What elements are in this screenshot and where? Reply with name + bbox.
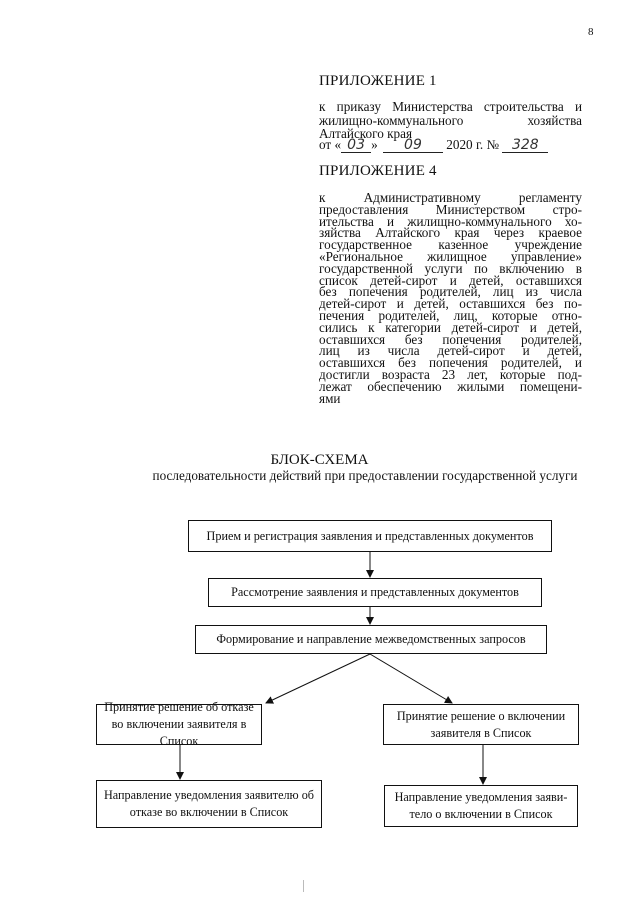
date-prefix: от «	[319, 137, 342, 152]
page-number: 8	[588, 26, 594, 38]
regulation-line: государственное казенное учреждение	[319, 237, 582, 253]
scheme-subtitle: последовательности действий при предоставлении государственной услуги	[152, 468, 578, 483]
regulation-line: оставшихся без попечения родителей, и	[319, 355, 582, 371]
step-inclusion-decision-box: Принятие решение о включении заявителя в Список	[383, 704, 579, 745]
regulation-line: без попечения родителей, лиц из числа	[319, 284, 582, 300]
step-reception-box: Прием и регистрация заявления и представленных документов	[188, 520, 552, 552]
regulation-line: «Региональное жилищное управление»	[319, 248, 582, 264]
regulation-line: достигли возраста 23 лет, которые под-	[319, 366, 582, 382]
regulation-line: к Административному регламенту	[319, 190, 582, 205]
step-review-box: Рассмотрение заявления и представленных документов	[208, 578, 542, 607]
scheme-title: БЛОК-СХЕМА	[270, 452, 369, 468]
regulation-line: список детей-сирот и детей, оставшихся	[319, 272, 582, 288]
step-requests-box: Формирование и направление межведомственных запросов	[195, 625, 547, 654]
regulation-line: печения родителей, лиц, которые отно-	[319, 307, 582, 323]
step-refusal-notice-box: Направление уведомления заявителю об отказе во включении в Список	[96, 780, 322, 828]
handwritten-day: 03	[341, 139, 371, 153]
regulation-line: предоставления Министерством стро-	[319, 201, 582, 217]
regulation-line: ительства и жилищно-коммунального хо-	[319, 213, 582, 229]
step-refusal-decision-box: Принятие решение об отказе во включении заявителя в Список	[96, 704, 262, 745]
handwritten-month: 09	[383, 139, 443, 153]
appendix-4-title: ПРИЛОЖЕНИЕ 4	[319, 163, 437, 179]
regulation-line: лежат обеспечению жилыми помещени-	[319, 378, 582, 394]
arrow-requests-refusal	[266, 654, 370, 703]
handwritten-number: 328	[502, 139, 548, 153]
step-inclusion-notice-box: Направление уведомления заяви-тело о включении в Список	[384, 785, 578, 827]
regulation-line: зяйства Алтайского края через краевое	[319, 225, 582, 241]
regulation-line: государственной услуги по включению в	[319, 260, 582, 276]
regulation-line: сились к категории детей-сирот и детей,	[319, 319, 582, 335]
arrow-requests-inclusion	[370, 654, 452, 703]
regulation-line: детей-сирот и детей, оставшихся без по-	[319, 296, 582, 312]
year-text: 2020 г. №	[446, 137, 500, 152]
order-reference: к приказу Министерства строительства и жилищно-коммунального хозяйства Алтайского края	[319, 99, 582, 141]
regulation-line: оставшихся без попечения родителей,	[319, 331, 582, 347]
regulation-line: ями	[319, 390, 341, 406]
date-mid: »	[371, 137, 378, 152]
regulation-line: лиц из числа детей-сирот и детей,	[319, 343, 582, 359]
appendix-1-title: ПРИЛОЖЕНИЕ 1	[319, 73, 437, 89]
scan-mark	[303, 880, 304, 892]
